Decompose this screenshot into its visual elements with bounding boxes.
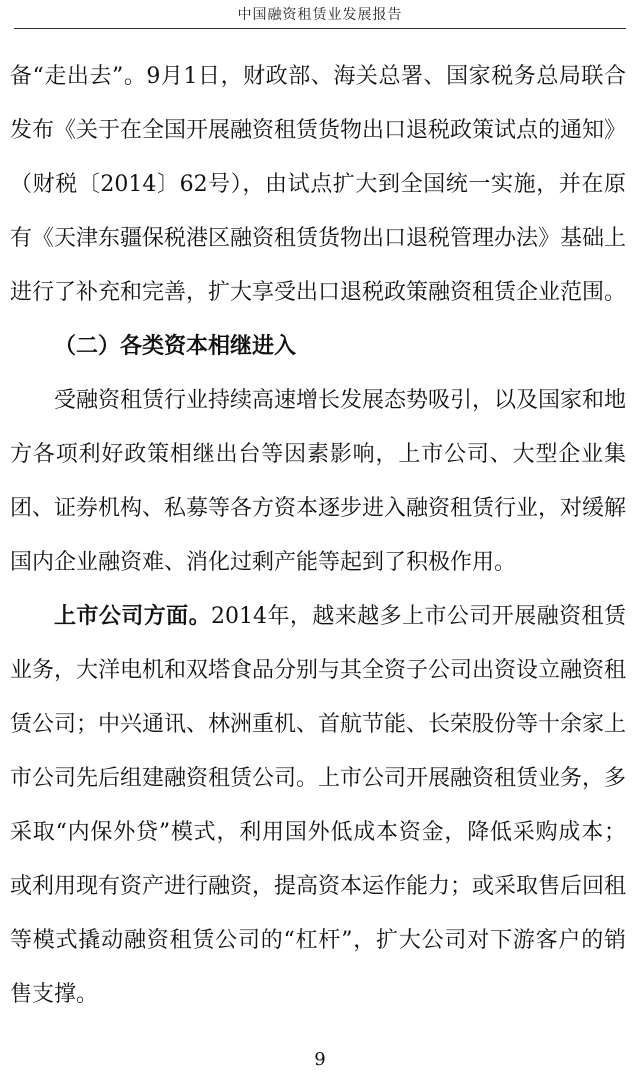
- page-number: 9: [314, 1049, 326, 1070]
- paragraph-body: 2014年，越来越多上市公司开展融资租赁业务，大洋电机和双塔食品分别与其全资子公司出资设立融资租赁公司；中兴通讯、林洲重机、首航节能、长荣股份等十余家上市公司先后组建融资租赁公司。上市公司开展融资租赁业务，多采取“内保外贷”模式，利用国外低成本资金，降低采购成本；或利用现有资产进行融资，提高资本运作能力；或采取售后回租等模式撬动融资租赁公司的“杠杆”，扩大公司对下游客户的销售支撑。: [10, 604, 627, 1007]
- paragraph-capital-entry: 受融资租赁行业持续高速增长发展态势吸引，以及国家和地方各项利好政策相继出台等因素影响，上市公司、大型企业集团、证券机构、私募等各方资本逐步进入融资租赁行业，对缓解国内企业融资难、消化过剩产能等起到了积极作用。: [10, 388, 627, 575]
- section-heading: （二）各类资本相继进入: [54, 334, 297, 359]
- running-header: 中国融资租赁业发展报告: [237, 7, 403, 23]
- paragraph-listed-companies: [10, 590, 626, 1022]
- header-divider: [14, 28, 626, 29]
- document-body: [10, 50, 626, 1022]
- paragraph-lead: 上市公司方面。: [54, 604, 212, 629]
- paragraph-continuation: 备“走出去”。9月1日，财政部、海关总署、国家税务总局联合发布《关于在全国开展融资租赁货物出口退税政策试点的通知》（财税〔2014〕62号），由试点扩大到全国统一实施，并在原有《天津东疆保税港区融资租赁货物出口退税管理办法》基础上进行了补充和完善，扩大享受出口退税政策融资租赁企业范围。: [10, 64, 627, 305]
